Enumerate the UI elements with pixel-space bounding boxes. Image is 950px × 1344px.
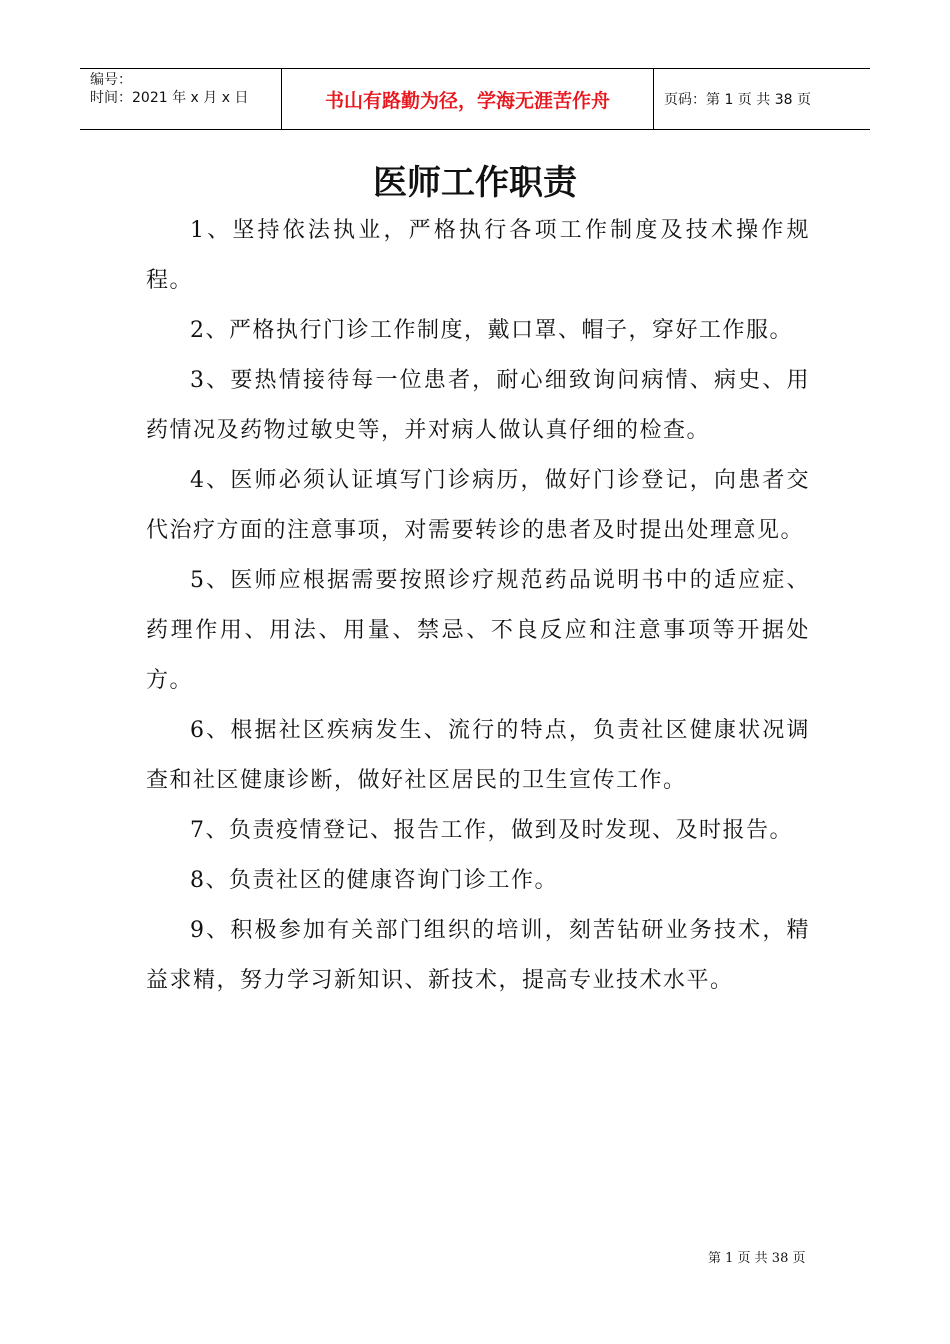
paragraph-1: 1、坚持依法执业，严格执行各项工作制度及技术操作规程。: [146, 218, 810, 293]
document-body: [146, 206, 810, 1006]
page-footer: 第 1 页 共 38 页: [708, 1251, 806, 1266]
time-label: 时间：2021 年 x 月 x 日: [90, 90, 249, 106]
document-header: [80, 68, 870, 130]
paragraph-2: 2、严格执行门诊工作制度，戴口罩、帽子，穿好工作服。: [190, 318, 793, 343]
paragraph-4: 4、医师必须认证填写门诊病历，做好门诊登记，向患者交代治疗方面的注意事项，对需要转诊的患者及时提出处理意见。: [146, 468, 810, 543]
number-label: 编号：: [90, 72, 132, 88]
paragraph-6: 6、根据社区疾病发生、流行的特点，负责社区健康状况调查和社区健康诊断，做好社区居民的卫生宣传工作。: [146, 718, 810, 793]
motto-text: 书山有路勤为径，学海无涯苦作舟: [324, 89, 610, 112]
paragraph-3: 3、要热情接待每一位患者，耐心细致询问病情、病史、用药情况及药物过敏史等，并对病人做认真仔细的检查。: [146, 368, 810, 443]
header-motto-cell: [282, 69, 654, 129]
paragraph-8: 8、负责社区的健康咨询门诊工作。: [190, 868, 558, 893]
document-title: 医师工作职责: [373, 163, 577, 203]
header-page-info: 页码：第 1 页 共 38 页: [664, 92, 811, 108]
paragraph-7: 7、负责疫情登记、报告工作，做到及时发现、及时报告。: [190, 818, 793, 843]
paragraph-9: 9、积极参加有关部门组织的培训，刻苦钻研业务技术，精益求精，努力学习新知识、新技术，提高专业技术水平。: [146, 918, 810, 993]
paragraph-5: 5、医师应根据需要按照诊疗规范药品说明书中的适应症、药理作用、用法、用量、禁忌、不良反应和注意事项等开据处方。: [146, 568, 810, 693]
header-page-cell: [654, 69, 870, 129]
header-meta-cell: [80, 69, 282, 129]
